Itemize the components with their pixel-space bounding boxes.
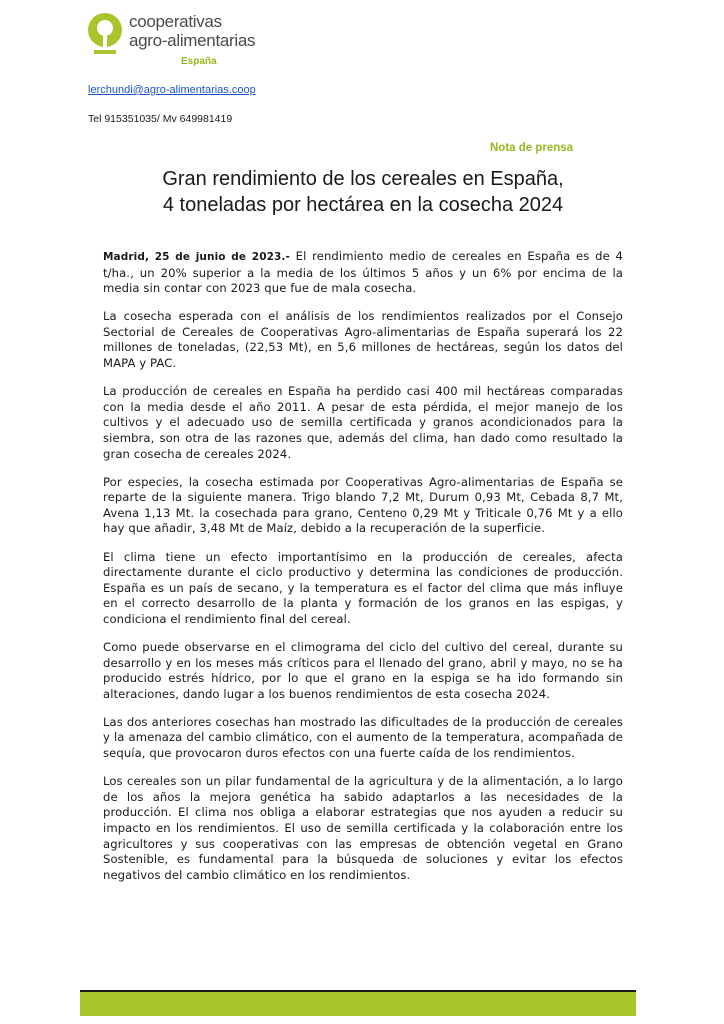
logo-text-line1: cooperativas	[129, 12, 222, 31]
brand-logo	[86, 10, 286, 67]
paragraph-5: El clima tiene un efecto importantísimo en la producción de cereales, afecta directamente durante el ciclo productivo y determina las condiciones de producción. España es un país de secano, y la temperatura es el factor del clima que más influye en el correcto desarrollo de la planta y formación de los granos en las espigas, y condiciona el rendimiento final del cereal.	[103, 549, 623, 626]
logo-wordmark	[129, 13, 255, 49]
contact-email-link[interactable]: lerchundi@agro-alimentarias.coop	[88, 84, 256, 96]
paragraph-4: Por especies, la cosecha estimada por Cooperativas Agro-alimentarias de España se reparte de la siguiente manera. Trigo blando 7,2 Mt, Durum 0,93 Mt, Cebada 8,7 Mt, Avena 1,13 Mt. la cosechada para grano, Centeno 0,29 Mt y Triticale 0,76 Mt y a ello hay que añadir, 3,48 Mt de Maíz, debido a la recuperación de la superficie.	[103, 474, 623, 536]
paragraph-3: La producción de cereales en España ha perdido casi 400 mil hectáreas comparadas con la media desde el año 2011. A pesar de esta pérdida, el mejor manejo de los cultivos y el adecuado uso de semilla certificada y granos acondicionados para la siembra, son otra de las razones que, además del clima, han dado como resultado la gran cosecha de cereales 2024.	[103, 384, 623, 461]
paragraph-2: La cosecha esperada con el análisis de los rendimientos realizados por el Consejo Sectorial de Cereales de Cooperativas Agro-alimentarias de España superará los 22 millones de toneladas, (22,53 Mt), en 5,6 millones de hectáreas, según los datos del MAPA y PAC.	[103, 309, 623, 371]
title-line-2: 4 toneladas por hectárea en la cosecha 2024	[162, 194, 564, 216]
paragraph-1-text: El rendimiento medio de cereales en España es de 4 t/ha., un 20% superior a la media de los últimos 5 años y un 6% por encima de la media sin contar con 2023 que fue de mala cosecha.	[103, 249, 623, 296]
paragraph-1	[103, 249, 623, 297]
paragraph-6: Como puede observarse en el climograma del ciclo del cultivo del cereal, durante su desarrollo y en los meses más críticos para el llenado del grano, abril y mayo, no se ha producido estrés hídrico, por lo que el grano en la espiga se ha ido formando sin alteraciones, dando lugar a los buenos rendimientos de esta cosecha 2024.	[103, 639, 623, 701]
logo-country: España	[181, 56, 217, 67]
title-line-1: Gran rendimiento de los cereales en España,	[162, 168, 564, 190]
cooperativas-logo-icon	[86, 10, 126, 58]
paragraph-7: Las dos anteriores cosechas han mostrado las dificultades de la producción de cereales y la amenaza del cambio climático, con el aumento de la temperatura, acompañada de sequía, que provocaron duros efectos con una fuerte caída de los rendimientos.	[103, 714, 623, 761]
article-body	[103, 249, 623, 896]
contact-phone: Tel 915351035/ Mv 649981419	[88, 113, 233, 125]
logo-text-line2: agro-alimentarias	[129, 31, 256, 50]
dateline: Madrid, 25 de junio de 2023.-	[103, 251, 290, 263]
footer-bar	[80, 992, 636, 1016]
page-title	[88, 166, 638, 218]
press-release-label: Nota de prensa	[490, 142, 574, 154]
paragraph-8: Los cereales son un pilar fundamental de la agricultura y de la alimentación, a lo largo de los años la mejora genética ha sabido adaptarlos a las necesidades de la producción. El clima nos obliga a elaborar estrategias que nos ayuden a reducir su impacto en los rendimientos. El uso de semilla certificada y la colaboración entre los agricultores y sus cooperativas con las empresas de obtención vegetal en Grano Sostenible, es fundamental para la búsqueda de soluciones y evitar los efectos negativos del cambio climático en los rendimientos.	[103, 774, 623, 882]
